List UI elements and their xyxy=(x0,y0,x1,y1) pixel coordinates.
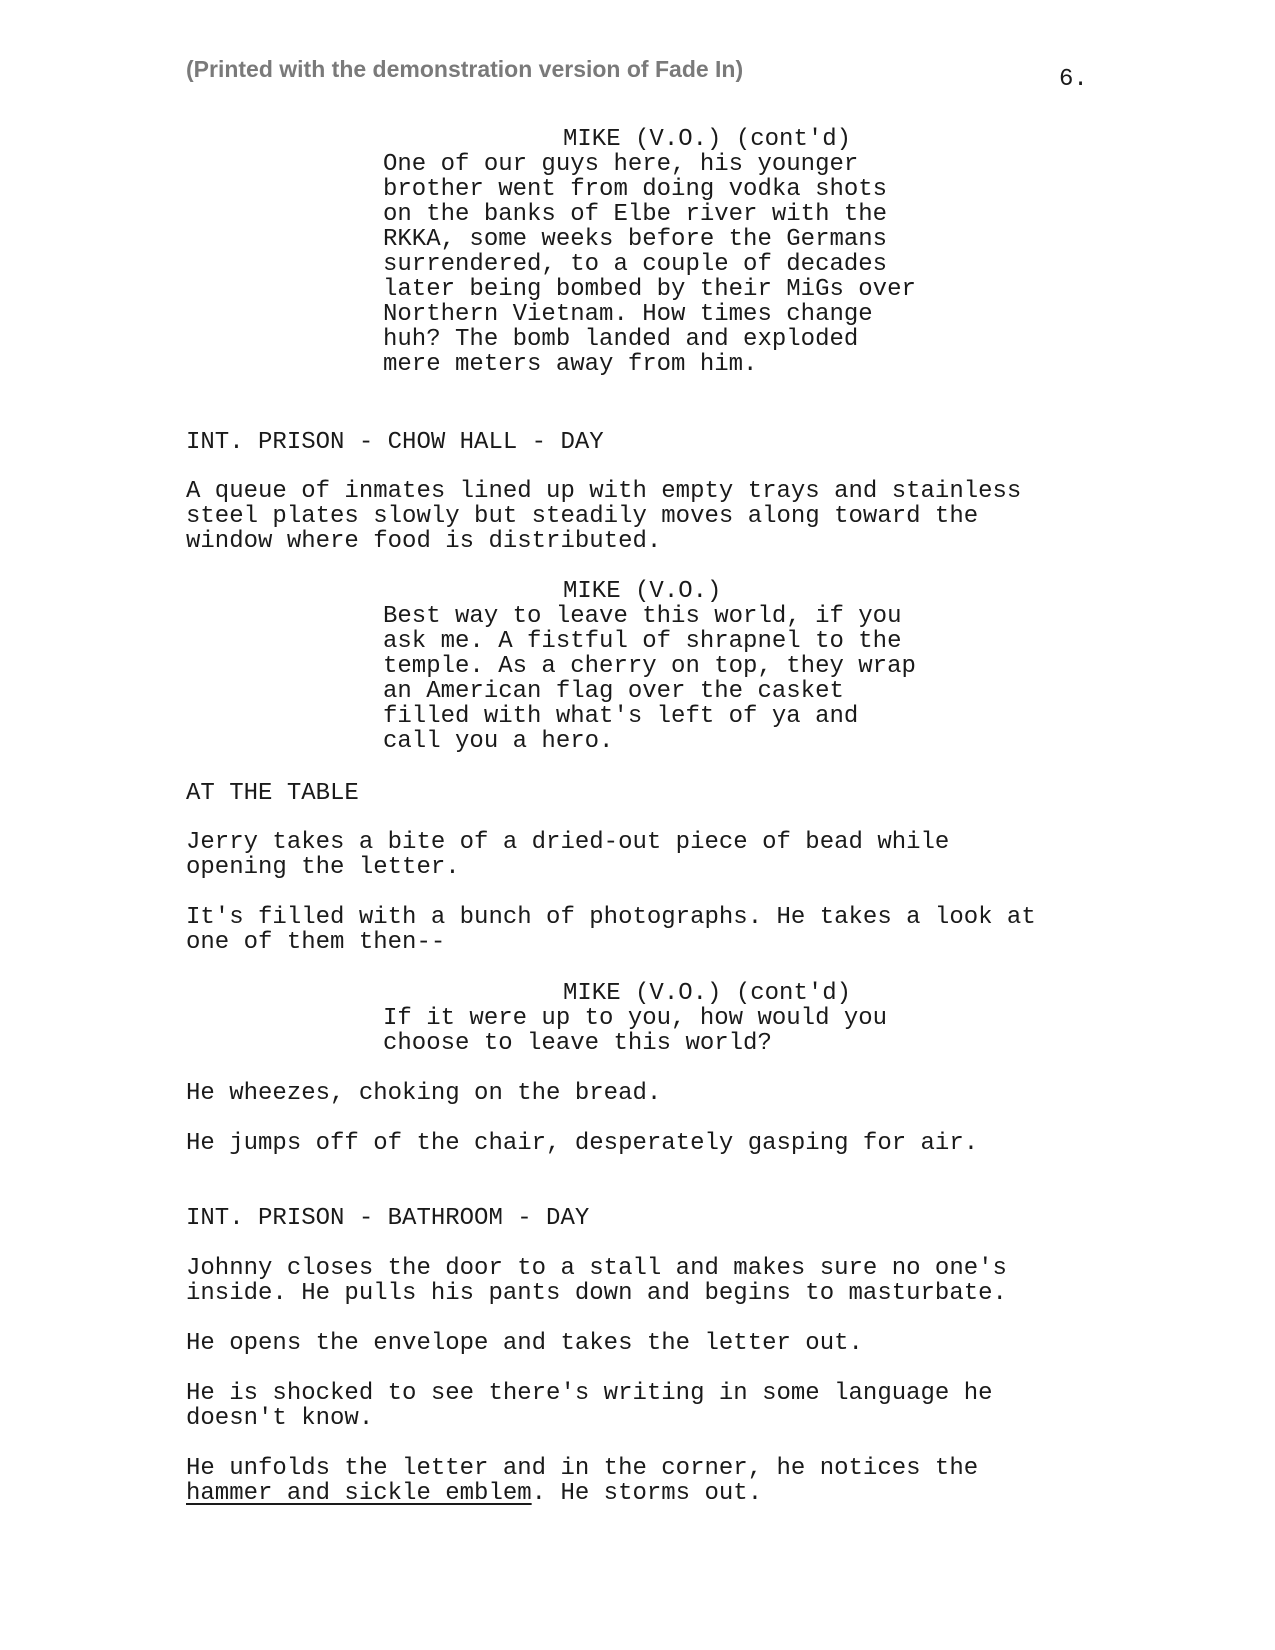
action: He jumps off of the chair, desperately gasping for air. xyxy=(186,1130,979,1157)
dialogue: Best way to leave this world, if you ask me. A fistful of shrapnel to the temple. As a cherry on top, they wrap an American flag over the casket filled with what's left of ya and call you a hero. xyxy=(383,603,916,755)
action: He wheezes, choking on the bread. xyxy=(186,1080,662,1107)
dialogue: If it were up to you, how would you choose to leave this world? xyxy=(383,1005,888,1057)
scene-heading: INT. PRISON - BATHROOM - DAY xyxy=(186,1205,590,1232)
dialogue: One of our guys here, his younger brother went from doing vodka shots on the banks of Elbe river with the RKKA, some weeks before the Germans surrendered, to a couple of decades later being bombed by their MiGs over Northern Vietnam. How times change huh? The bomb landed and exploded mere meters away from him. xyxy=(383,151,916,378)
action: A queue of inmates lined up with empty trays and stainless steel plates slowly but steadily moves along toward the window where food is distributed. xyxy=(186,478,1022,555)
action: Johnny closes the door to a stall and makes sure no one's inside. He pulls his pants down and begins to masturbate. xyxy=(186,1255,1007,1307)
action: Jerry takes a bite of a dried-out piece of bead while opening the letter. xyxy=(186,829,950,881)
character-name: MIKE (V.O.) (cont'd) xyxy=(563,980,852,1007)
demo-watermark: (Printed with the demonstration version of Fade In) xyxy=(186,56,744,82)
action: He opens the envelope and takes the letter out. xyxy=(186,1330,863,1357)
underlined-emblem-text: hammer and sickle emblem xyxy=(186,1480,532,1507)
character-name: MIKE (V.O.) xyxy=(563,578,722,605)
character-name: MIKE (V.O.) (cont'd) xyxy=(563,126,852,153)
sub-heading: AT THE TABLE xyxy=(186,780,359,807)
page-number: 6. xyxy=(1059,66,1088,93)
action-line: He unfolds the letter and in the corner, he notices the xyxy=(186,1455,979,1482)
action: He is shocked to see there's writing in some language he doesn't know. xyxy=(186,1380,993,1432)
action xyxy=(186,1456,978,1506)
action-line-end: . He storms out. xyxy=(531,1480,763,1507)
action: It's filled with a bunch of photographs. He takes a look at one of them then-- xyxy=(186,904,1036,956)
scene-heading: INT. PRISON - CHOW HALL - DAY xyxy=(186,429,604,456)
